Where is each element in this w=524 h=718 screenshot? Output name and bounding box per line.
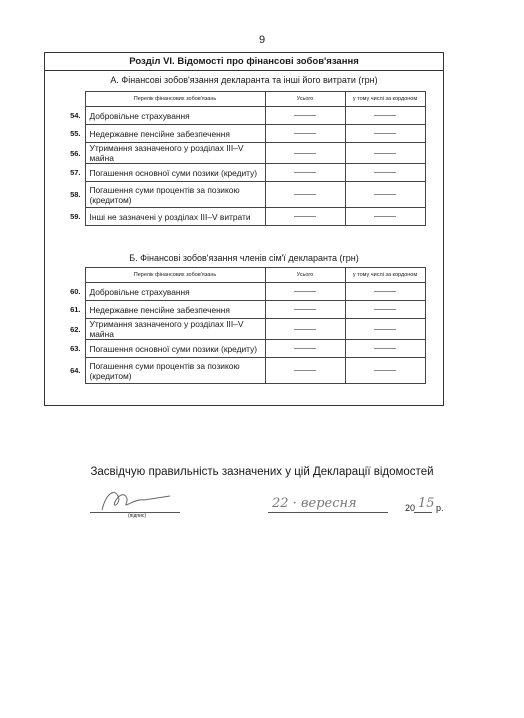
dash-mark [294,115,316,117]
table-row: 61. Недержавне пенсійне забезпечення [65,301,425,319]
part-a-table [65,91,426,226]
part-b-table [65,267,426,384]
header-abroad: у тому числі за кордоном [345,268,425,283]
header-list: Перелік фінансових зобов'язань [85,92,265,107]
dash-mark [374,216,396,218]
part-a-title: А. Фінансові зобов'язання декларанта та інші його витрати (грн) [110,75,378,85]
handwritten-date: 22 · вересня [272,496,357,511]
header-total: Усього [265,268,345,283]
certification-text: Засвідчую правильність зазначених у цій Декларації відомостей [90,466,434,478]
date-line [268,512,388,513]
signature [96,486,176,514]
table-row: 54. Добровільне страхування [65,107,425,125]
dash-mark [374,115,396,117]
dash-mark [294,370,316,372]
signature-label: (підпис) [128,513,147,519]
dash-mark [374,309,396,311]
page-number: 9 [258,34,266,46]
dash-mark [374,370,396,372]
handwritten-year: 15 [418,496,435,511]
dash-mark [294,153,316,155]
dash-mark [294,291,316,293]
table-row: 56. Утримання зазначеного у розділах III–V майна [65,143,425,164]
dash-mark [374,291,396,293]
table-row: 57. Погашення основної суми позики (кредиту) [65,164,425,182]
dash-mark [374,329,396,331]
year-line [414,512,432,513]
table-header-row [65,268,425,283]
header-total: Усього [265,92,345,107]
table-header-row [65,92,425,107]
part-b-title: Б. Фінансові зобов'язання членів сім'ї декларанта (грн) [129,253,359,263]
table-row: 55. Недержавне пенсійне забезпечення [65,125,425,143]
header-abroad: у тому числі за кордоном [345,92,425,107]
table-row: 60. Добровільне страхування [65,283,425,301]
table-row: 59. Інші не зазначені у розділах III–V витрати [65,208,425,226]
section-financial-obligations [44,52,444,406]
section-title: Розділ VI. Відомості про фінансові зобов'язання [45,53,443,71]
dash-mark [294,348,316,350]
table-row: 62. Утримання зазначеного у розділах III–V майна [65,319,425,340]
table-row: 63. Погашення основної суми позики (кредиту) [65,340,425,358]
dash-mark [294,194,316,196]
table-row: 58. Погашення суми процентів за позикою (кредитом) [65,182,425,208]
year-suffix: р. [436,503,444,513]
dash-mark [374,348,396,350]
dash-mark [374,194,396,196]
dash-mark [374,153,396,155]
dash-mark [294,172,316,174]
dash-mark [294,216,316,218]
dash-mark [374,172,396,174]
dash-mark [294,309,316,311]
dash-mark [294,329,316,331]
table-row: 64. Погашення суми процентів за позикою (кредитом) [65,358,425,384]
year-prefix: 20 [405,503,416,513]
header-list: Перелік фінансових зобов'язань [85,268,265,283]
dash-mark [294,133,316,135]
dash-mark [374,133,396,135]
